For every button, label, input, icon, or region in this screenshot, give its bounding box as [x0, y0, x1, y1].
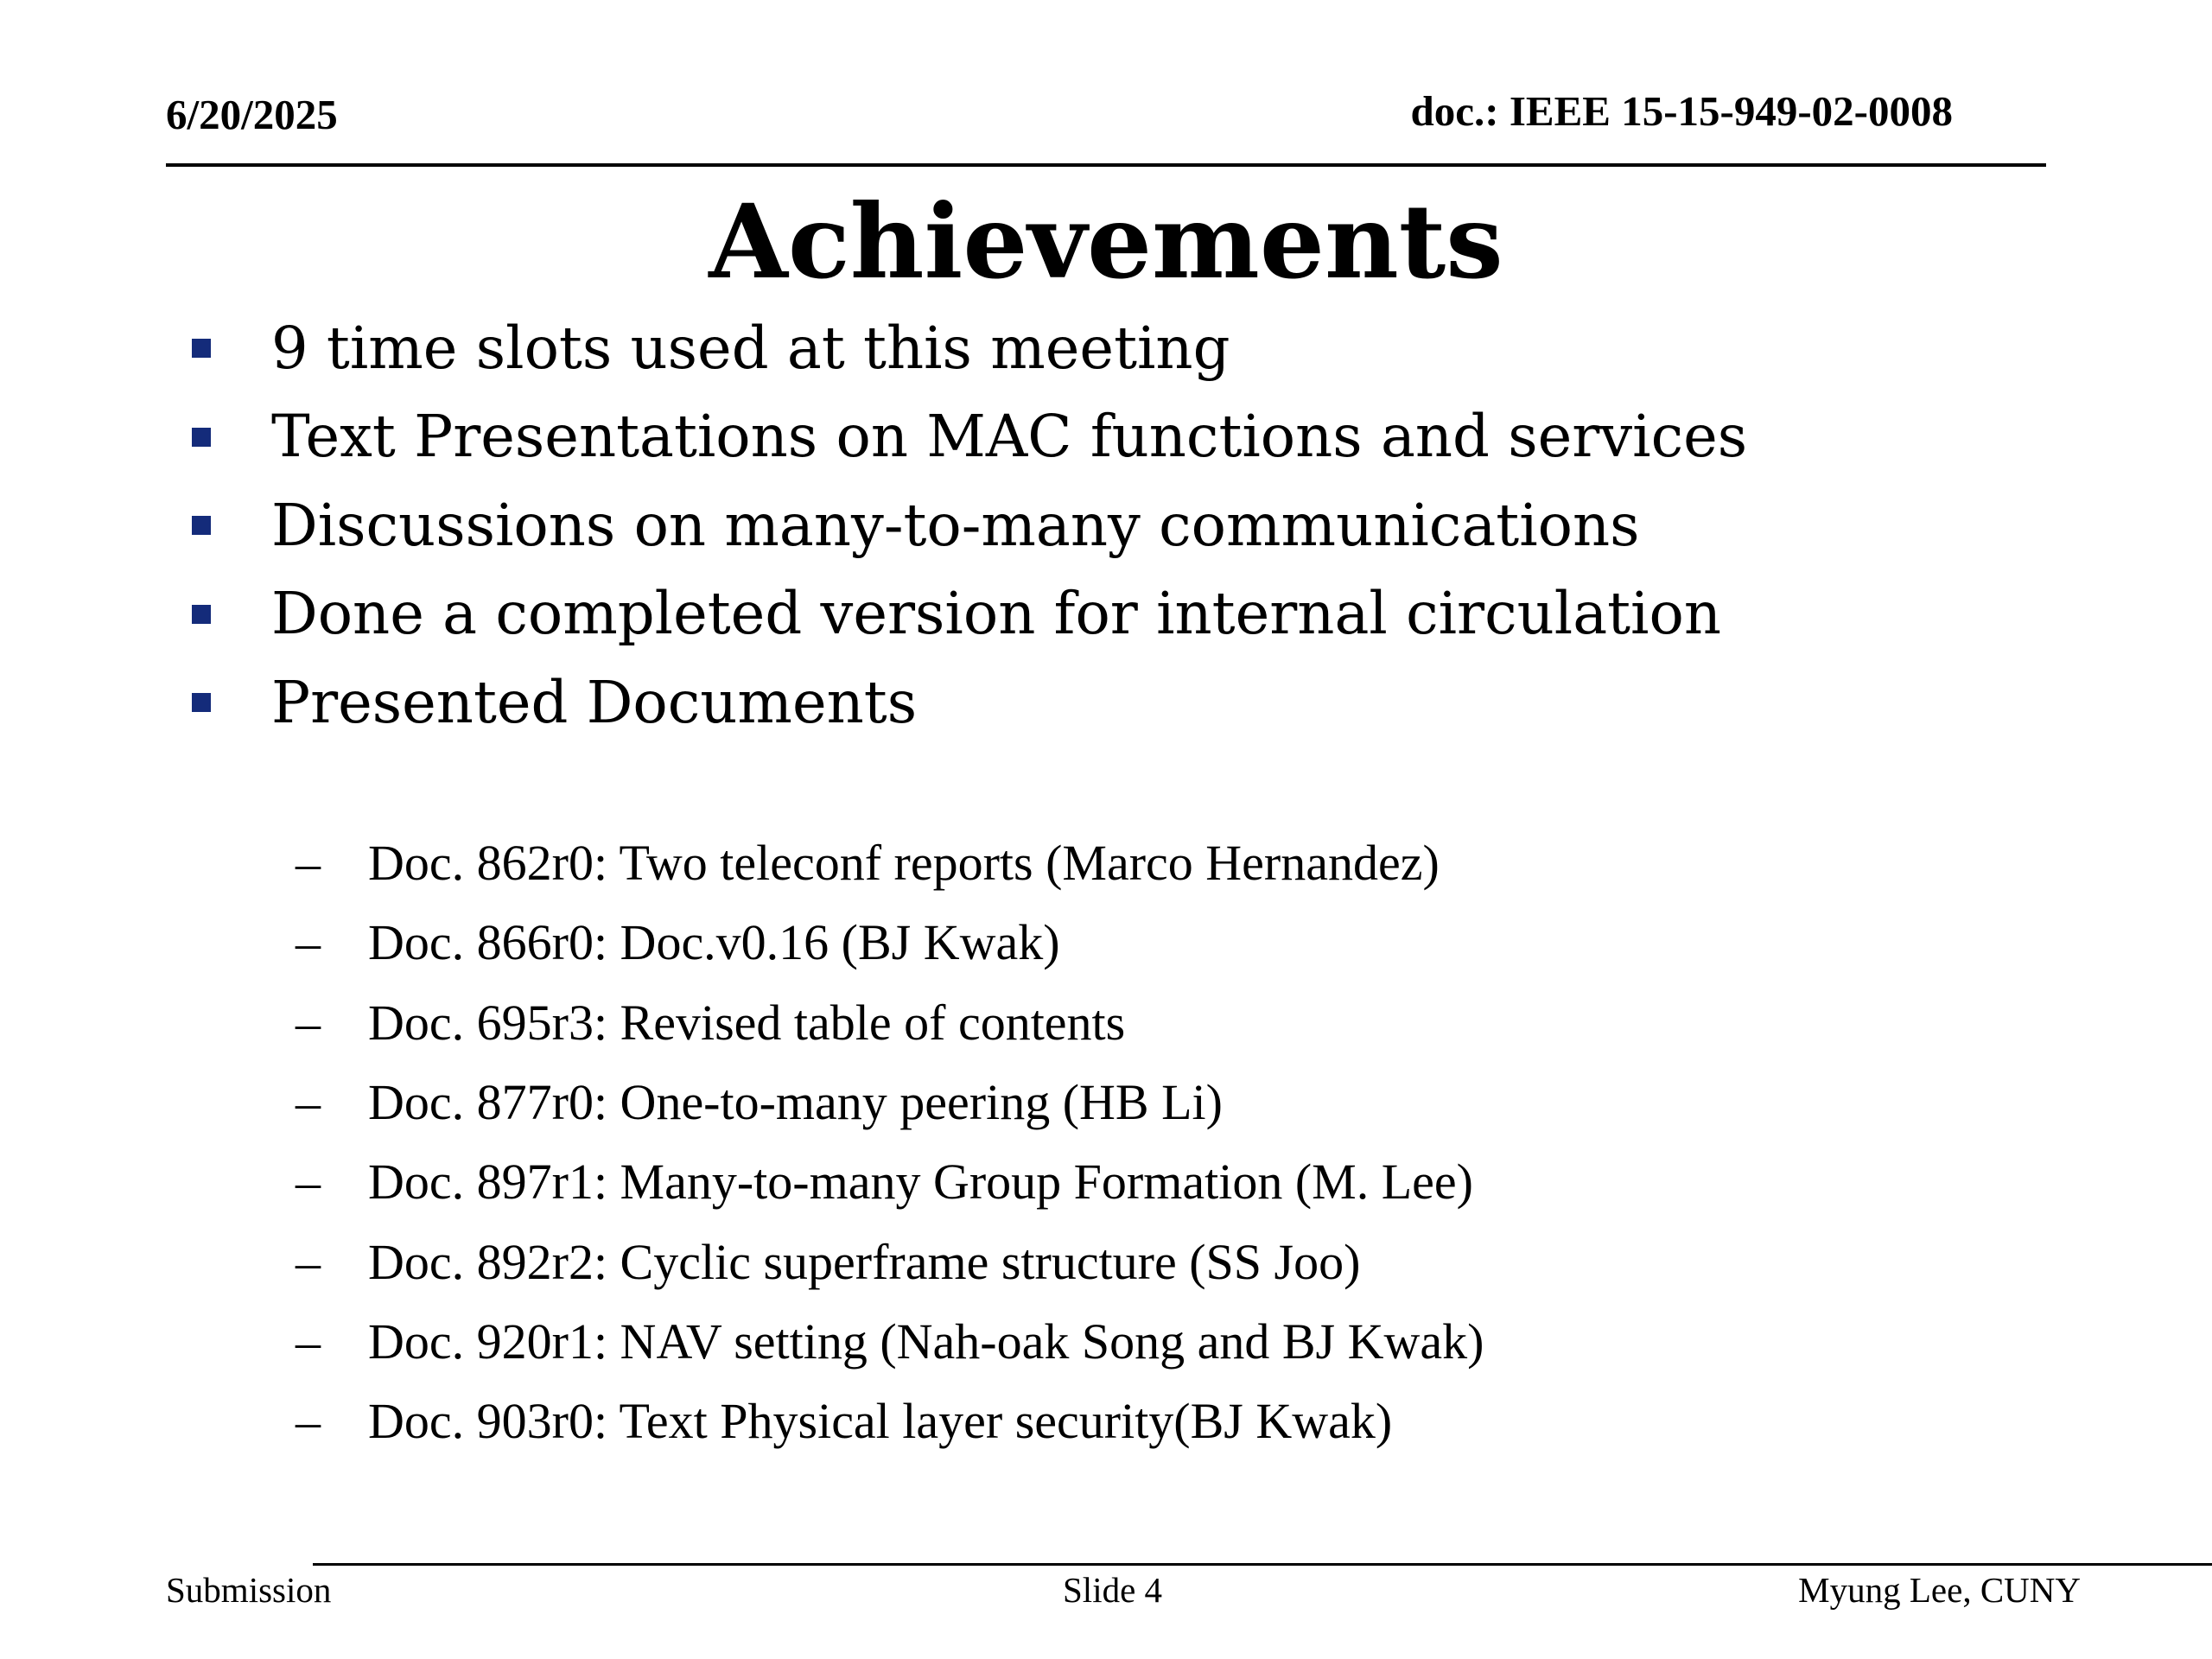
bullet-text: Presented Documents — [271, 668, 918, 736]
document-text: Doc. 862r0: Two teleconf reports (Marco Hernandez) — [368, 835, 1440, 892]
document-text: Doc. 877r0: One-to-many peering (HB Li) — [368, 1074, 1223, 1131]
slide-title: Achievements — [709, 181, 1503, 302]
square-bullet-icon — [192, 605, 211, 624]
bullet-text: Discussions on many-to-many communications — [271, 491, 1640, 559]
document-item — [296, 983, 1484, 1063]
bullet-item — [192, 481, 1747, 570]
document-item — [296, 1382, 1484, 1461]
footer-divider — [313, 1563, 2212, 1566]
square-bullet-icon — [192, 339, 211, 358]
bullet-text: 9 time slots used at this meeting — [271, 314, 1230, 382]
header-date: 6/20/2025 — [166, 91, 338, 138]
bullet-list — [192, 304, 1747, 747]
document-item — [296, 1222, 1484, 1301]
dash-bullet-icon: – — [296, 1074, 321, 1131]
document-text: Doc. 897r1: Many-to-many Group Formation (M. Lee) — [368, 1154, 1473, 1211]
document-text: Doc. 892r2: Cyclic superframe structure (SS Joo) — [368, 1233, 1361, 1290]
header-divider — [166, 163, 2046, 167]
document-text: Doc. 903r0: Text Physical layer security(BJ Kwak) — [368, 1393, 1393, 1450]
document-text: Doc. 920r1: NAV setting (Nah-oak Song and BJ Kwak) — [368, 1313, 1484, 1370]
bullet-item — [192, 393, 1747, 482]
header-doc-id: doc.: IEEE 15-15-949-02-0008 — [1410, 87, 1953, 135]
footer-author: Myung Lee, CUNY — [1798, 1570, 2081, 1610]
footer-slide-number: Slide 4 — [1063, 1570, 1163, 1610]
dash-bullet-icon: – — [296, 1313, 321, 1370]
dash-bullet-icon: – — [296, 835, 321, 892]
document-text: Doc. 866r0: Doc.v0.16 (BJ Kwak) — [368, 914, 1060, 971]
dash-bullet-icon: – — [296, 994, 321, 1051]
bullet-text: Text Presentations on MAC functions and services — [271, 403, 1748, 471]
document-item — [296, 1142, 1484, 1222]
bullet-text: Done a completed version for internal circulation — [271, 580, 1721, 648]
footer-submission: Submission — [166, 1570, 332, 1610]
dash-bullet-icon: – — [296, 1393, 321, 1450]
dash-bullet-icon: – — [296, 1154, 321, 1211]
document-text: Doc. 695r3: Revised table of contents — [368, 994, 1126, 1051]
document-item — [296, 1063, 1484, 1142]
document-item — [296, 903, 1484, 982]
bullet-item — [192, 570, 1747, 659]
square-bullet-icon — [192, 428, 211, 447]
bullet-item — [192, 658, 1747, 747]
document-item — [296, 823, 1484, 903]
dash-bullet-icon: – — [296, 1233, 321, 1290]
square-bullet-icon — [192, 693, 211, 712]
bullet-item — [192, 304, 1747, 393]
document-item — [296, 1302, 1484, 1382]
dash-bullet-icon: – — [296, 914, 321, 971]
document-list — [296, 823, 1484, 1461]
square-bullet-icon — [192, 516, 211, 535]
